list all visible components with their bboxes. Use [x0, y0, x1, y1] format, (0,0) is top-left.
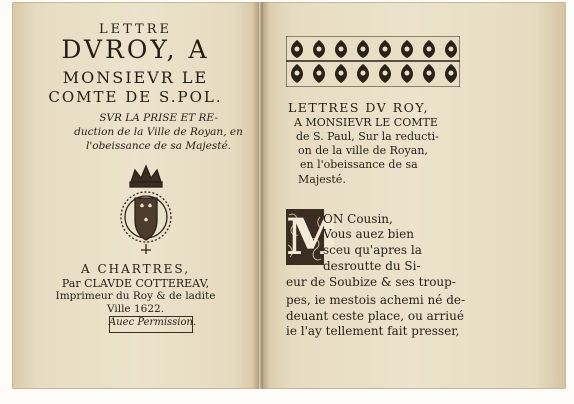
ornament-band-icon	[286, 36, 460, 87]
body-line-7: deuant ceste place, ou arriué	[286, 309, 464, 323]
body-line-5: eur de Soubize & ses troup-	[286, 275, 456, 289]
title-line-4: COMTE DE S.POL.	[48, 88, 223, 106]
imprint-line-3: Imprimeur du Roy & de ladite	[55, 290, 216, 302]
subtitle-line-1: SVR LA PRISE ET RE-	[99, 112, 218, 124]
heading-line-6: Majesté.	[298, 173, 346, 186]
heading-line-3: de S. Paul, Sur la reducti-	[296, 130, 439, 143]
body-line-1: ON Cousin,	[323, 212, 393, 226]
heading-line-5: en l'obeissance de sa	[300, 158, 418, 171]
drop-cap-letter: M	[286, 207, 342, 266]
heading-line-1: LETTRES DV ROY,	[288, 100, 429, 115]
body-line-6: pes, ie mestois achemi né de-	[286, 293, 466, 307]
heading-line-4: on de la ville de Royan,	[298, 144, 428, 157]
imprint-line-4: Ville 1622.	[106, 303, 165, 315]
imprint-line-2: Par CLAVDE COTTEREAV,	[61, 277, 210, 290]
permission-text: Auec Permission.	[109, 317, 197, 328]
subtitle	[66, 111, 251, 153]
imprint-line-1: A CHARTRES,	[80, 262, 191, 276]
title-line-1: LETTRE	[99, 22, 172, 37]
title-line-2: DVROY, A	[61, 35, 210, 64]
royal-coat-of-arms-icon	[117, 162, 175, 257]
heading-line-2: A MONSIEVR LE COMTE	[294, 116, 438, 129]
body-line-2: Vous auez bien	[323, 227, 414, 241]
subtitle-line-2: duction de la Ville de Royan, en	[74, 126, 243, 138]
body-line-3: sceu qu'apres la	[323, 243, 422, 257]
title-line-3: MONSIEVR LE	[62, 68, 209, 87]
subtitle-line-3: l'obeissance de sa Majesté.	[86, 140, 231, 152]
body-line-4: desroutte du Si-	[323, 259, 421, 273]
body-line-8: ie l'ay tellement fait presser,	[286, 324, 460, 338]
